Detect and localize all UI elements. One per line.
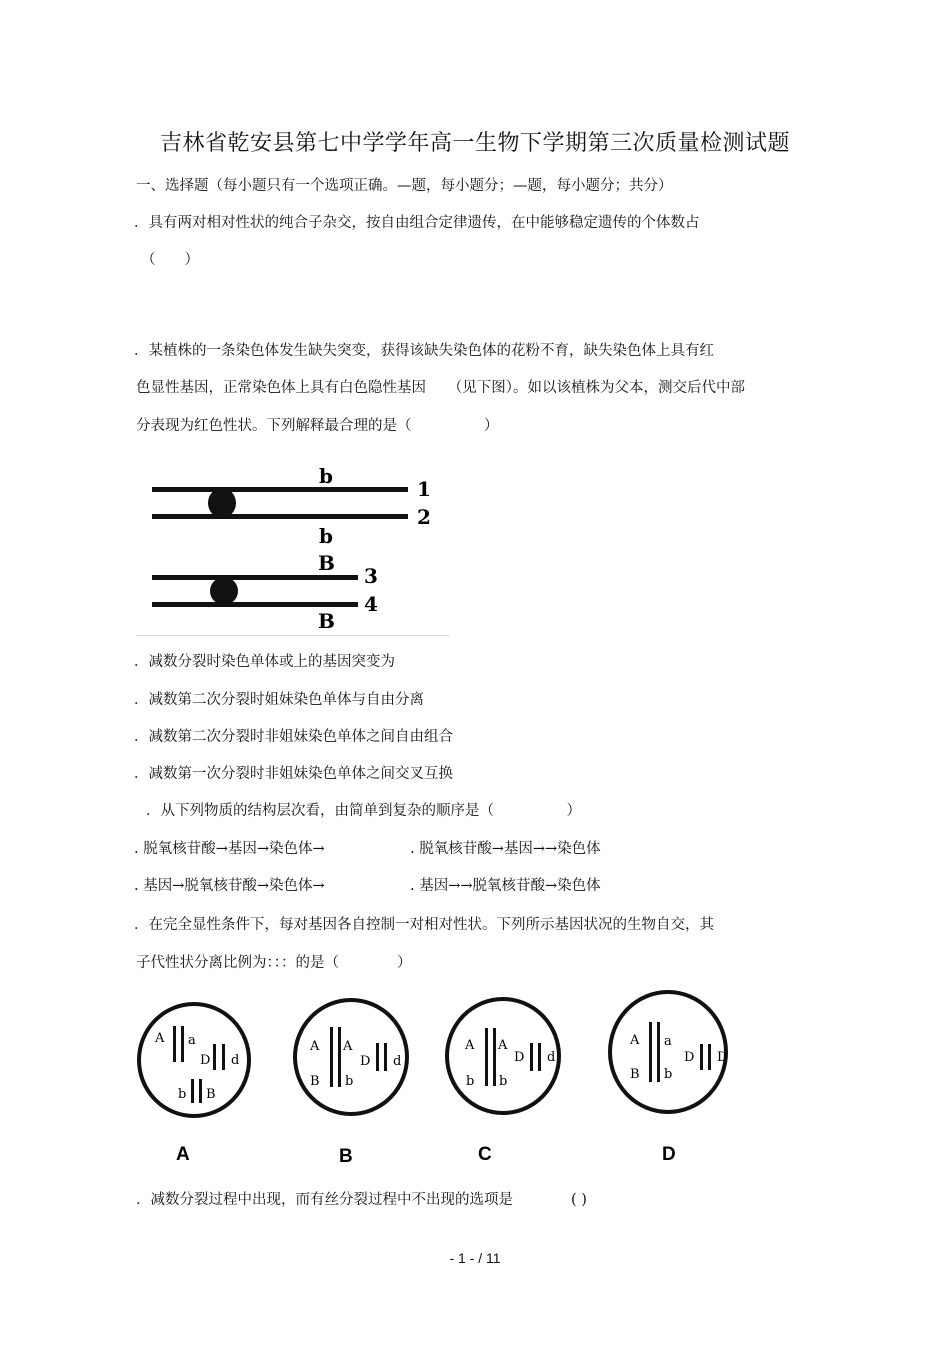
cell-diagram-c [440,993,570,1170]
cell-diagram-a [132,1000,262,1170]
q2-line3: 分表现为红色性状。下列解释最合理的是（ ） [136,418,499,434]
cell-membrane [295,1000,407,1114]
chromosome-bar [173,1026,176,1062]
gene-label: D [360,1054,371,1069]
chromosome-bar [657,1022,660,1082]
chromosome-bar [649,1022,652,1082]
q2-line2: 色显性基因，正常染色体上具有白色隐性基因 （见下图）。如以该植株为父本，测交后代中部 [136,380,745,396]
chromosome-bar [199,1079,202,1103]
chromosome-number-3: 3 [364,564,378,588]
gene-label-B-bottom: B [318,609,335,633]
figure-bottom-border [136,635,450,636]
chromosome-number-4: 4 [364,592,378,616]
gene-label-B-top: B [318,551,335,575]
gene-label: A [630,1033,640,1048]
gene-label: b [178,1087,187,1102]
chromosome-4 [152,602,358,607]
gene-label: b [664,1067,673,1082]
q2-option-a: ．减数分裂时染色单体或上的基因突变为 [134,654,395,670]
gene-label: D [717,1050,728,1065]
chromosome-bar [530,1043,533,1071]
q2-line1: ．某植株的一条染色体发生缺失突变，获得该缺失染色体的花粉不育，缺失染色体上具有红 [134,343,714,359]
chromosome-bar [338,1027,341,1087]
q2-option-b: ．减数第二次分裂时姐妹染色单体与自由分离 [134,692,424,708]
chromosome-bar [708,1044,711,1070]
gene-label: D [514,1050,525,1065]
chromosome-bar [700,1044,703,1070]
gene-label: d [231,1053,240,1068]
cell-caption-c: C [478,1144,492,1165]
q1-paren: （ ） [141,252,199,268]
chromosome-bar [330,1027,333,1087]
chromosome-bar [213,1044,216,1070]
gene-label: B [310,1074,320,1089]
q3-option-d: . 基因→→脱氧核苷酸→染色体 [410,878,601,894]
gene-label-b-bottom: b [319,524,333,548]
chromosome-bar [181,1026,184,1062]
chromosome-number-1: 1 [417,477,431,501]
q5-stem: ．减数分裂过程中出现，而有丝分裂过程中不出现的选项是 [136,1192,513,1208]
cell-caption-a: A [176,1144,190,1165]
gene-label: D [200,1053,211,1068]
gene-label: A [498,1038,508,1053]
q1-stem: ．具有两对相对性状的纯合子杂交，按自由组合定律遗传，在中能够稳定遗传的个体数占 [134,215,700,231]
q3-option-a: . 脱氧核苷酸→基因→染色体→ [134,841,325,857]
page-number: - 1 - / 11 [449,1250,501,1266]
gene-label: B [206,1087,216,1102]
chromosome-3 [152,575,358,580]
gene-label: b [499,1074,508,1089]
chromosome-bar [191,1079,194,1103]
section-heading: 一、选择题（每小题只有一个选项正确。—题，每小题分；—题，每小题分；共分） [136,178,673,194]
gene-label: b [345,1074,354,1089]
gene-label: d [547,1050,556,1065]
gene-label: A [310,1039,320,1054]
cell-diagram-d [604,986,744,1170]
chromosome-1 [152,487,408,492]
gene-label: B [630,1067,640,1082]
q3-option-b: . 脱氧核苷酸→基因→→染色体 [410,841,601,857]
gene-label: a [664,1034,672,1049]
chromosome-bar [376,1043,379,1071]
q5-paren: ( ) [571,1192,587,1208]
chromosome-bar [538,1043,541,1071]
cell-membrane [447,999,559,1113]
cell-caption-d: D [662,1144,676,1165]
centromere-bottom [210,577,238,605]
gene-label: b [466,1074,475,1089]
chromosome-bar [222,1044,225,1070]
gene-label: A [155,1031,165,1046]
q4-line2: 子代性状分离比例为：：：的是（ ） [136,955,412,971]
centromere-top [208,488,236,518]
gene-label: d [393,1054,402,1069]
gene-label-b-top: b [319,464,333,488]
q3-option-c: . 基因→脱氧核苷酸→染色体→ [134,878,325,894]
chromosome-2 [152,514,408,519]
gene-label: A [343,1039,353,1054]
chromosome-figure [132,462,462,642]
page-title: 吉林省乾安县第七中学学年高一生物下学期第三次质量检测试题 [159,131,790,156]
gene-label: D [684,1050,695,1065]
chromosome-number-2: 2 [417,505,431,529]
q3-stem: ．从下列物质的结构层次看，由简单到复杂的顺序是（ ） [146,803,581,819]
chromosome-bar [384,1043,387,1071]
gene-label: a [188,1033,196,1048]
cell-caption-b: B [339,1146,353,1167]
chromosome-bar [485,1028,488,1086]
cell-diagram-b [288,995,418,1170]
q2-option-c: ．减数第二次分裂时非姐妹染色单体之间自由组合 [134,729,453,745]
chromosome-bar [493,1028,496,1086]
q2-option-d: ．减数第一次分裂时非姐妹染色单体之间交叉互换 [134,766,453,782]
gene-label: A [465,1038,475,1053]
q4-line1: ．在完全显性条件下，每对基因各自控制一对相对性状。下列所示基因状况的生物自交，其 [134,917,714,933]
